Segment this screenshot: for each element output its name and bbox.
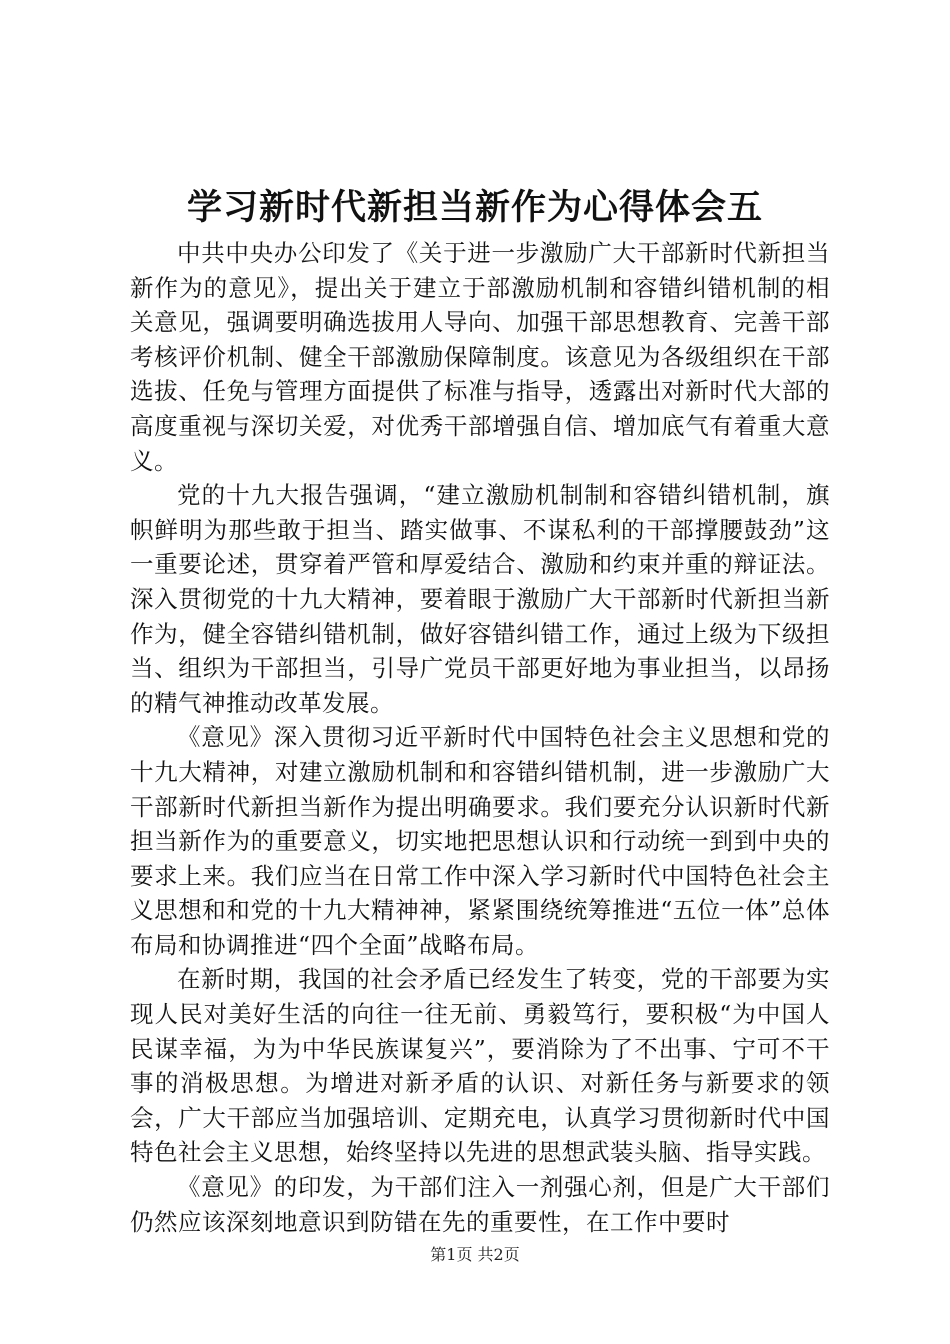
document-title: 学习新时代新担当新作为心得体会五	[186, 188, 763, 228]
paragraph: 党的十九大报告强调，“建立激励机制制和容错纠错机制，旗帜鲜明为那些敢于担当、踏实做事、不谋私利的干部撑腰鼓劲”这一重要论述，贯穿着严管和厚爱结合、激励和约束并重的辩证法。深入贯彻党的十九大精神，要着眼于激励广大干部新时代新担当新作为，健全容错纠错机制，做好容错纠错工作，通过上级为下级担当、组织为干部担当，引导广党员干部更好地为事业担当，以昂扬的精气神推动改革发展。	[130, 481, 830, 717]
paragraph: 中共中央办公印发了《关于进一步激励广大干部新时代新担当新作为的意见》，提出关于建立于部激励机制和容错纠错机制的相关意见，强调要明确选拔用人导向、加强干部思想教育、完善干部考核评价机制、健全干部激励保障制度。该意见为各级组织在干部选拔、任免与管理方面提供了标准与指导，透露出对新时代大部的高度重视与深切关爱，对优秀干部增强自信、增加底气有着重大意义。	[130, 239, 830, 475]
paragraph: 在新时期，我国的社会矛盾已经发生了转变，党的干部要为实现人民对美好生活的向往一往无前、勇毅笃行，要积极“为中国人民谋幸福，为为中华民族谋复兴”，要消除为了不出事、宁可不干事的消极思想。为增进对新矛盾的认识、对新任务与新要求的领会，广大干部应当加强培训、定期充电，认真学习贯彻新时代中国特色社会主义思想，始终坚持以先进的思想武装头脑、指导实践。	[130, 965, 830, 1167]
paragraph: 《意见》深入贯彻习近平新时代中国特色社会主义思想和党的十九大精神，对建立激励机制和和容错纠错机制，进一步激励广大干部新时代新担当新作为提出明确要求。我们要充分认识新时代新担当新作为的重要意义，切实地把思想认识和行动统一到到中央的要求上来。我们应当在日常工作中深入学习新时代中国特色社会主义思想和和党的十九大精神神，紧紧围绕统筹推进“五位一体”总体布局和协调推进“四个全面”战略布局。	[130, 723, 830, 959]
page-number-footer: 第1页 共2页	[430, 1245, 520, 1264]
paragraph: 《意见》的印发，为干部们注入一剂强心剂，但是广大干部们仍然应该深刻地意识到防错在先的重要性，在工作中要时	[130, 1173, 830, 1236]
document-body	[130, 236, 830, 1239]
